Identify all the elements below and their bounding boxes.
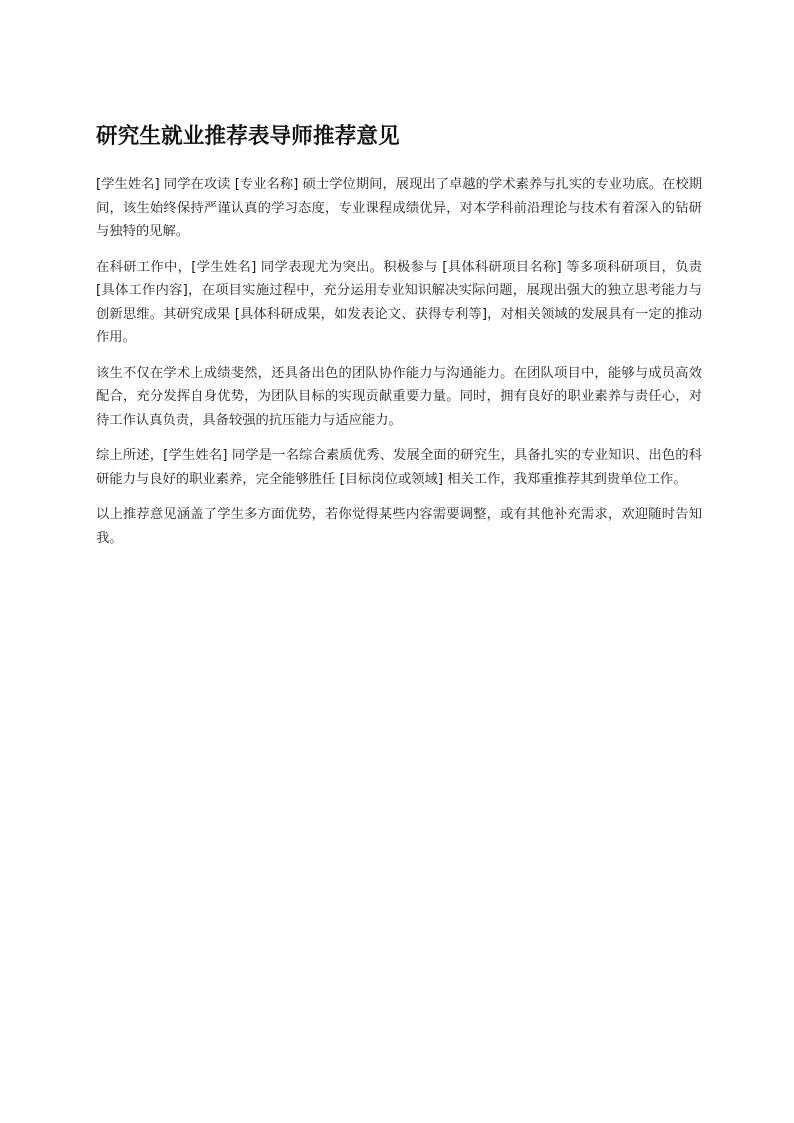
paragraph-academic: [学生姓名] 同学在攻读 [专业名称] 硕士学位期间，展现出了卓越的学术素养与扎实的专业功底。在校期间，该生始终保持严谨认真的学习态度，专业课程成绩优异，对本学科前沿理论与技术有着深入的钻研与独特的见解。	[96, 177, 702, 239]
paragraph-summary: 综上所述，[学生姓名] 同学是一名综合素质优秀、发展全面的研究生，具备扎实的专业知识、出色的科研能力与良好的职业素养，完全能够胜任 [目标岗位或领域] 相关工作，我郑重推荐其到贵单位工作。	[96, 448, 702, 487]
paragraph-research: 在科研工作中，[学生姓名] 同学表现尤为突出。积极参与 [具体科研项目名称] 等多项科研项目，负责 [具体工作内容]，在项目实施过程中，充分运用专业知识解决实际问题，展现出强大的独立思考能力与创新思维。其研究成果 [具体科研成果，如发表论文、获得专利等]，对相关领域的发展具有一定的推动作用。	[96, 259, 702, 345]
document-title: 研究生就业推荐表导师推荐意见	[96, 124, 400, 149]
paragraph-closing-note: 以上推荐意见涵盖了学生多方面优势，若你觉得某些内容需要调整，或有其他补充需求，欢迎随时告知我。	[96, 507, 702, 546]
document-body	[96, 122, 702, 562]
paragraph-teamwork: 该生不仅在学术上成绩斐然，还具备出色的团队协作能力与沟通能力。在团队项目中，能够与成员高效配合，充分发挥自身优势，为团队目标的实现贡献重要力量。同时，拥有良好的职业素养与责任心，对待工作认真负责，具备较强的抗压能力与适应能力。	[96, 365, 702, 428]
